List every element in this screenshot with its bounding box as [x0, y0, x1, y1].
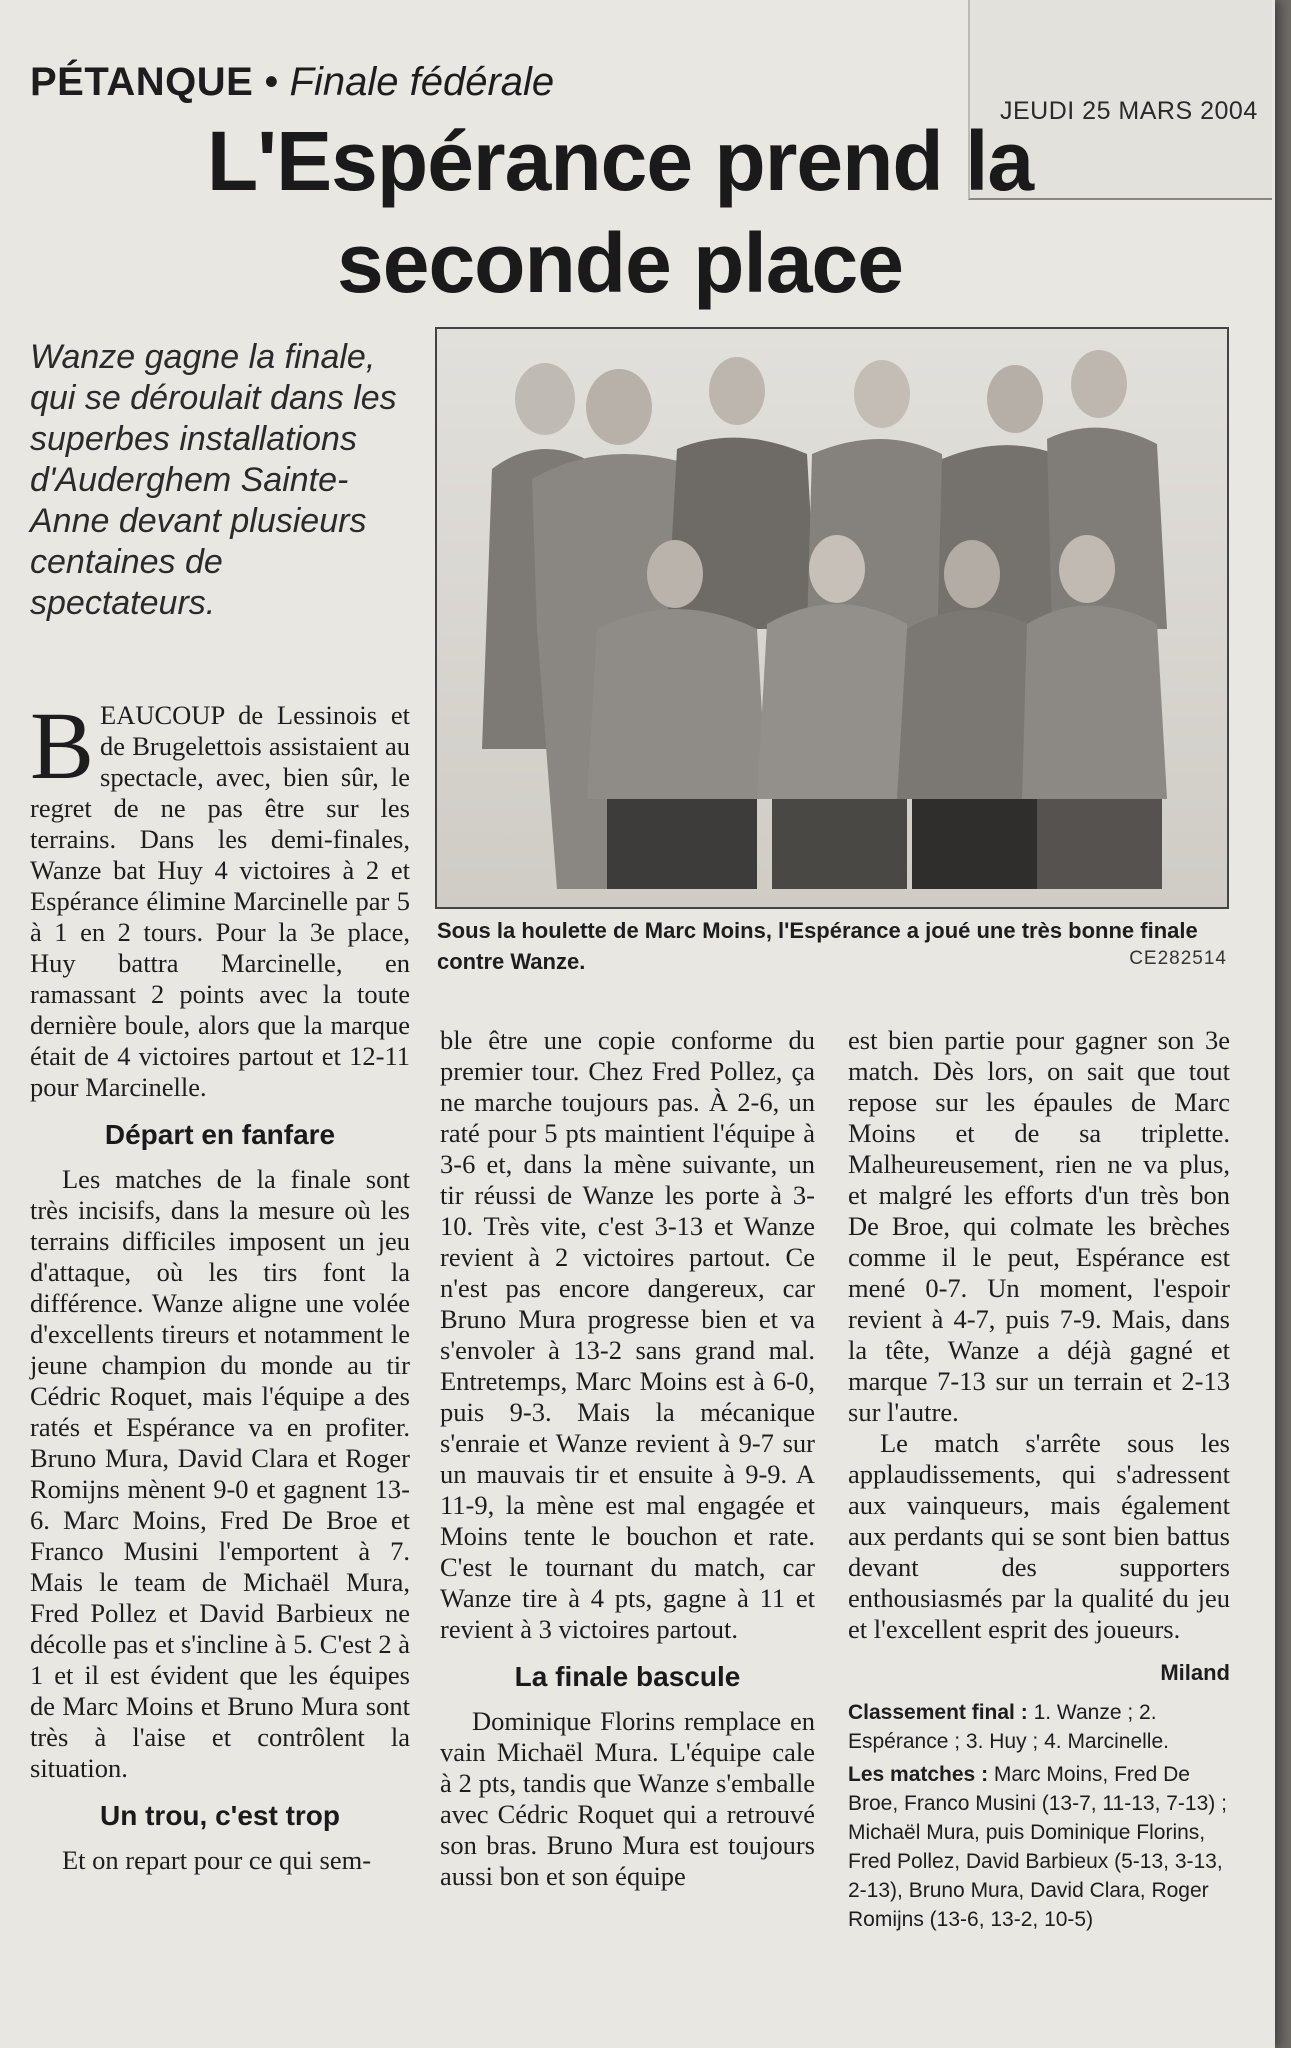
matches-label: Les matches :	[848, 1763, 989, 1786]
column-1-paragraph-3: Et on repart pour ce qui sem-	[62, 1845, 372, 1875]
headline: L'Espérance prend la seconde place	[206, 114, 1034, 310]
chapo: Wanze gagne la finale, qui se déroulait dans les superbes installations d'Auderghem Sainte-Anne devant plusieurs centaines de spectateurs.	[30, 338, 397, 622]
column-2	[440, 1025, 815, 1892]
section-label: PÉTANQUE	[30, 60, 254, 104]
ranking-label: Classement final :	[848, 1701, 1028, 1724]
column-3-paragraph-2: Le match s'arrête sous les applaudissements, qui s'adressent aux vainqueurs, mais également aux perdants qui se sont bien battus devant des supporters enthousiasmés par la qualité du jeu et l'excellent esprit des joueurs.	[848, 1428, 1230, 1644]
column-1	[30, 692, 411, 1876]
column-1-paragraph-2: Les matches de la finale sont très incisifs, dans la mesure où les terrains difficiles imposent un jeu d'attaque, où les tirs font la différence. Wanze aligne une volée d'excellents tireurs et notamment le jeune champion du monde au tir Cédric Roquet, mais l'équipe a des ratés et Espérance va en profiter. Bruno Mura, David Clara et Roger Romijns mènent 9-0 et gagnent 13-6. Marc Moins, Fred De Broe et Franco Musini l'emportent à 7. Mais le team de Michaël Mura, Fred Pollez et David Barbieux ne décolle pas et s'incline à 5. C'est 2 à 1 et il est évident que les équipes de Marc Moins et Bruno Mura sont très à l'aise et contrôlent la situation.	[30, 1164, 410, 1783]
final-ranking	[848, 1698, 1230, 1756]
team-photo	[435, 327, 1229, 909]
matches-results	[848, 1760, 1230, 1934]
team-photo-illustration	[437, 329, 1227, 907]
column-2-paragraph-2: Dominique Florins remplace en vain Michaël Mura. L'équipe cale à 2 pts, tandis que Wanze s'emballe avec Cédric Roquet qui a retrouvé son bras. Bruno Mura est toujours aussi bon et son équipe	[440, 1706, 815, 1891]
matches-text: Marc Moins, Fred De Broe, Franco Musini (13-7, 11-13, 7-13) ; Michaël Mura, puis Dominique Florins, Fred Pollez, David Barbieux (5-13, 3-13, 2-13), Bruno Mura, David Clara, Roger Romijns (13-6, 13-2, 10-5)	[848, 1763, 1227, 1931]
drop-cap: B	[30, 692, 95, 799]
photo-caption: Sous la houlette de Marc Moins, l'Espérance a joué une très bonne finale contre Wanze.	[437, 918, 1198, 974]
photo-reference: CE282514	[1129, 948, 1227, 969]
results-box	[848, 1698, 1230, 1934]
author-signature: Miland	[1160, 1660, 1230, 1685]
column-2-paragraph-1: ble être une copie conforme du premier tour. Chez Fred Pollez, ça ne marche toujours pas. À 2-6, un raté pour 5 pts maintient l'équipe à 3-6 et, dans la mène suivante, un tir réussi de Wanze les porte à 3-10. Très vite, c'est 3-13 et Wanze revient à 2 victoires partout. Ce n'est pas encore dangereux, car Bruno Mura progresse bien et va s'envoler à 13-2 sans grand mal. Entretemps, Marc Moins est à 6-0, puis 9-3. Mais la mécanique s'enraie et Wanze revient à 9-7 sur un mauvais tir et ensuite à 9-9. A 11-9, la mène est mal engagée et Moins tente le bouchon et rate. C'est le tournant du match, car Wanze tire à 4 pts, gagne à 11 et revient à 3 victoires partout.	[440, 1025, 815, 1644]
column-1-paragraph-1	[30, 692, 411, 1103]
publication-date: JEUDI 25 MARS 2004	[1000, 97, 1258, 125]
lead-word: EAUCOUP	[100, 700, 225, 730]
column-1-text-1: de Lessinois et de Brugelettois assistaient au spectacle, avec, bien sûr, le regret de ne pas être sur les terrains. Dans les demi-finales, Wanze bat Huy 4 victoires à 2 et Espérance élimine Marcinelle par 5 à 1 en 2 tours. Pour la 3e place, Huy battra Marcinelle, en ramassant 2 points avec la toute dernière boule, alors que la marque était de 4 victoires partout et 12-11 pour Marcinelle.	[30, 700, 411, 1102]
ranking-text: 1. Wanze ; 2. Espérance ; 3. Huy ; 4. Marcinelle.	[848, 1701, 1169, 1753]
kicker-bullet: •	[264, 60, 279, 104]
column-3	[848, 1025, 1230, 1938]
subhead-la-finale-bascule: La finale bascule	[514, 1661, 741, 1692]
kicker	[30, 60, 554, 105]
subhead-un-trou: Un trou, c'est trop	[100, 1800, 340, 1831]
column-3-paragraph-1: est bien partie pour gagner son 3e match. Dès lors, on sait que tout repose sur les épaules de Marc Moins et de sa triplette. Malheureusement, rien ne va plus, et malgré les efforts d'un très bon De Broe, qui colmate les brèches comme il le peut, Espérance est mené 0-7. Un moment, l'espoir revient à 4-7, puis 7-9. Mais, dans la tête, Wanze a déjà gagné et marque 7-13 sur un terrain et 2-13 sur l'autre.	[848, 1025, 1230, 1427]
subhead-depart-en-fanfare: Départ en fanfare	[104, 1119, 336, 1150]
subsection-label: Finale fédérale	[289, 60, 555, 104]
